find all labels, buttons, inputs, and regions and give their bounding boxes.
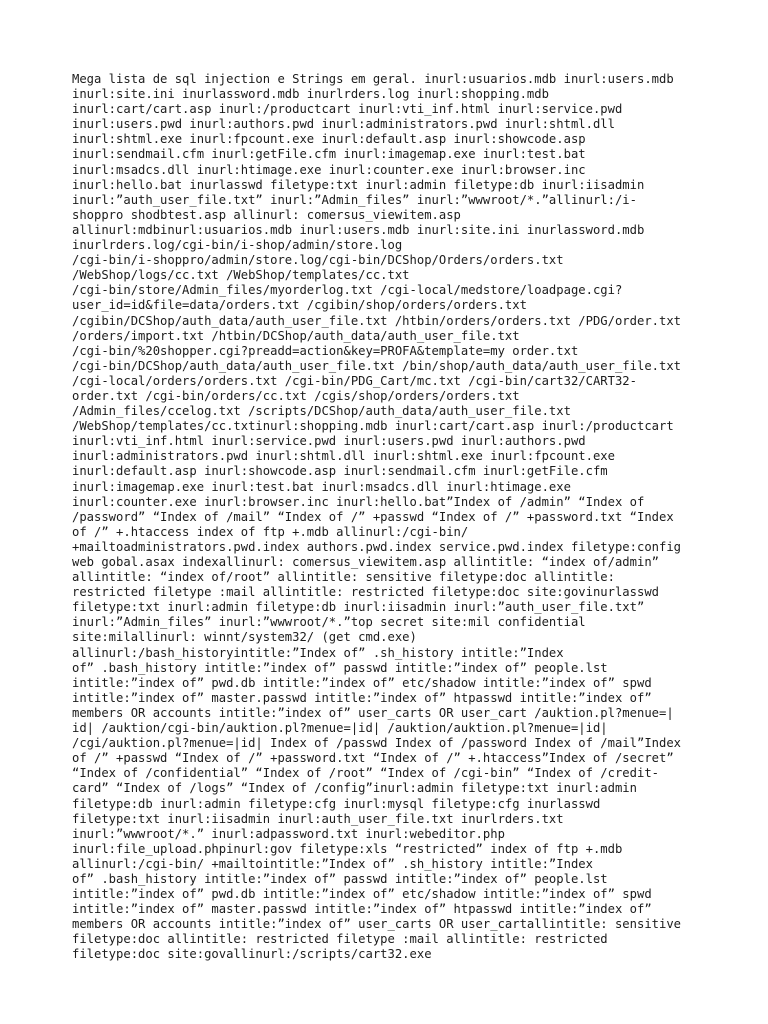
text-line: inurl:”auth_user_file.txt” inurl:”Admin_files” inurl:”wwwroot/*.”allinurl:/i- <box>72 192 637 207</box>
text-line: inurlrders.log/cgi-bin/i-shop/admin/store.log <box>72 238 403 253</box>
text-line: /cgi-local/orders/orders.txt /cgi-bin/PDG_Cart/mc.txt /cgi-bin/cart32/CART32- <box>72 373 637 388</box>
text-line: /cgi-bin/%20shopper.cgi?preadd=action&key=PROFA&template=my order.txt <box>72 343 579 358</box>
text-line: inurl:hello.bat inurlasswd filetype:txt inurl:admin filetype:db inurl:iisadmin <box>72 177 645 192</box>
text-line: inurl:site.ini inurlassword.mdb inurlrders.log inurl:shopping.mdb <box>72 87 549 102</box>
text-line: restricted filetype :mail allintitle: restricted filetype:doc site:govinurlasswd <box>72 585 659 600</box>
text-line: inurl:file_upload.phpinurl:gov filetype:xls “restricted” index of ftp +.mdb <box>72 841 623 856</box>
text-line: of” .bash_history intitle:”index of” passwd intitle:”index of” people.lst <box>72 660 608 675</box>
text-line: Mega lista de sql injection e Strings em geral. inurl:usuarios.mdb inurl:users.mdb <box>72 72 674 86</box>
text-line: inurl:counter.exe inurl:browser.inc inurl:hello.bat”Index of /admin” “Index of <box>72 494 645 509</box>
text-line: inurl:sendmail.cfm inurl:getFile.cfm inurl:imagemap.exe inurl:test.bat <box>72 147 586 162</box>
text-line: shoppro shodbtest.asp allinurl: comersus_viewitem.asp <box>72 207 461 222</box>
text-line: of /” +passwd “Index of /” +password.txt “Index of /” +.htaccess”Index of /secret” <box>72 751 674 766</box>
text-line: site:milallinurl: winnt/system32/ (get cmd.exe) <box>72 630 417 645</box>
text-line: /cgi/auktion.pl?menue=|id| Index of /passwd Index of /password Index of /mail”Index <box>72 736 682 751</box>
text-line: of /” +.htaccess index of ftp +.mdb allinurl:/cgi-bin/ <box>72 524 469 539</box>
text-line: +mailtoadministrators.pwd.index authors.pwd.index service.pwd.index filetype:config <box>72 539 682 554</box>
text-line: filetype:db inurl:admin filetype:cfg inurl:mysql filetype:cfg inurlasswd <box>72 796 601 811</box>
text-line: card” “Index of /logs” “Index of /config”inurl:admin filetype:txt inurl:admin <box>72 781 637 796</box>
text-line: filetype:txt inurl:admin filetype:db inurl:iisadmin inurl:”auth_user_file.txt” <box>72 600 645 615</box>
text-line: allinurl:/cgi-bin/ +mailtointitle:”Index of” .sh_history intitle:”Index <box>72 856 593 871</box>
text-line: allinurl:mdbinurl:usuarios.mdb inurl:users.mdb inurl:site.ini inurlassword.mdb <box>72 222 645 237</box>
text-line: intitle:”index of” pwd.db intitle:”index of” etc/shadow intitle:”index of” spwd <box>72 675 652 690</box>
text-line: inurl:administrators.pwd inurl:shtml.dll inurl:shtml.exe inurl:fpcount.exe <box>72 449 615 464</box>
text-line: intitle:”index of” master.passwd intitle:”index of” htpasswd intitle:”index of” <box>72 690 652 705</box>
text-line: intitle:”index of” pwd.db intitle:”index of” etc/shadow intitle:”index of” spwd <box>72 887 652 902</box>
text-line: inurl:vti_inf.html inurl:service.pwd inurl:users.pwd inurl:authors.pwd <box>72 434 586 449</box>
text-line: inurl:shtml.exe inurl:fpcount.exe inurl:default.asp inurl:showcode.asp <box>72 132 586 147</box>
text-line: /cgi-bin/store/Admin_files/myorderlog.txt /cgi-local/medstore/loadpage.cgi? <box>72 283 623 298</box>
text-line: user_id=id&file=data/orders.txt /cgibin/shop/orders/orders.txt <box>72 298 527 313</box>
text-line: /cgi-bin/i-shoppro/admin/store.log/cgi-bin/DCShop/Orders/orders.txt <box>72 253 564 268</box>
text-line: inurl:users.pwd inurl:authors.pwd inurl:administrators.pwd inurl:shtml.dll <box>72 117 615 132</box>
text-line: /Admin_files/ccelog.txt /scripts/DCShop/auth_data/auth_user_file.txt <box>72 404 571 419</box>
text-line: /cgi-bin/DCShop/auth_data/auth_user_file.txt /bin/shop/auth_data/auth_user_file.txt <box>72 358 682 373</box>
text-line: filetype:txt inurl:iisadmin inurl:auth_user_file.txt inurlrders.txt <box>72 811 564 826</box>
text-line: allintitle: “index of/root” allintitle: sensitive filetype:doc allintitle: <box>72 570 615 585</box>
text-line: /WebShop/templates/cc.txtinurl:shopping.mdb inurl:cart/cart.asp inurl:/productcart <box>72 419 674 434</box>
text-line: filetype:doc site:govallinurl:/scripts/cart32.exe <box>72 947 432 962</box>
text-line: inurl:”Admin_files” inurl:”wwwroot/*.”top secret site:mil confidential <box>72 615 586 630</box>
text-line: filetype:doc allintitle: restricted filetype :mail allintitle: restricted <box>72 932 608 947</box>
text-line: members OR accounts intitle:”index of” user_carts OR user_cartallintitle: sensitive <box>72 917 682 932</box>
text-line: “Index of /confidential” “Index of /root” “Index of /cgi-bin” “Index of /credit- <box>72 766 659 781</box>
text-line: web gobal.asax indexallinurl: comersus_viewitem.asp allintitle: “index of/admin” <box>72 555 659 569</box>
text-line: id| /auktion/cgi-bin/auktion.pl?menue=|id| /auktion/auktion.pl?menue=|id| <box>72 721 608 736</box>
text-line: order.txt /cgi-bin/orders/cc.txt /cgis/shop/orders/orders.txt <box>72 388 520 403</box>
text-line: /cgibin/DCShop/auth_data/auth_user_file.txt /htbin/orders/orders.txt /PDG/order.txt <box>72 313 682 328</box>
text-line: /password” “Index of /mail” “Index of /” +passwd “Index of /” +password.txt “Index <box>72 509 674 524</box>
text-line: /WebShop/logs/cc.txt /WebShop/templates/cc.txt <box>72 268 410 283</box>
text-line: intitle:”index of” master.passwd intitle:”index of” htpasswd intitle:”index of” <box>72 902 652 917</box>
text-line: inurl:cart/cart.asp inurl:/productcart inurl:vti_inf.html inurl:service.pwd <box>72 102 623 117</box>
document-body-text <box>72 72 712 963</box>
text-line: inurl:imagemap.exe inurl:test.bat inurl:msadcs.dll inurl:htimage.exe <box>72 479 571 494</box>
text-line: inurl:msadcs.dll inurl:htimage.exe inurl:counter.exe inurl:browser.inc <box>72 162 586 177</box>
text-line: /orders/import.txt /htbin/DCShop/auth_data/auth_user_file.txt <box>72 328 520 343</box>
text-line: inurl:default.asp inurl:showcode.asp inurl:sendmail.cfm inurl:getFile.cfm <box>72 464 608 479</box>
text-line: inurl:”wwwroot/*.” inurl:adpassword.txt inurl:webeditor.php <box>72 826 505 841</box>
text-line: members OR accounts intitle:”index of” user_carts OR user_cart /auktion.pl?menue=| <box>72 705 674 720</box>
text-line: allinurl:/bash_historyintitle:”Index of” .sh_history intitle:”Index <box>72 645 564 660</box>
text-line: of” .bash_history intitle:”index of” passwd intitle:”index of” people.lst <box>72 871 608 886</box>
